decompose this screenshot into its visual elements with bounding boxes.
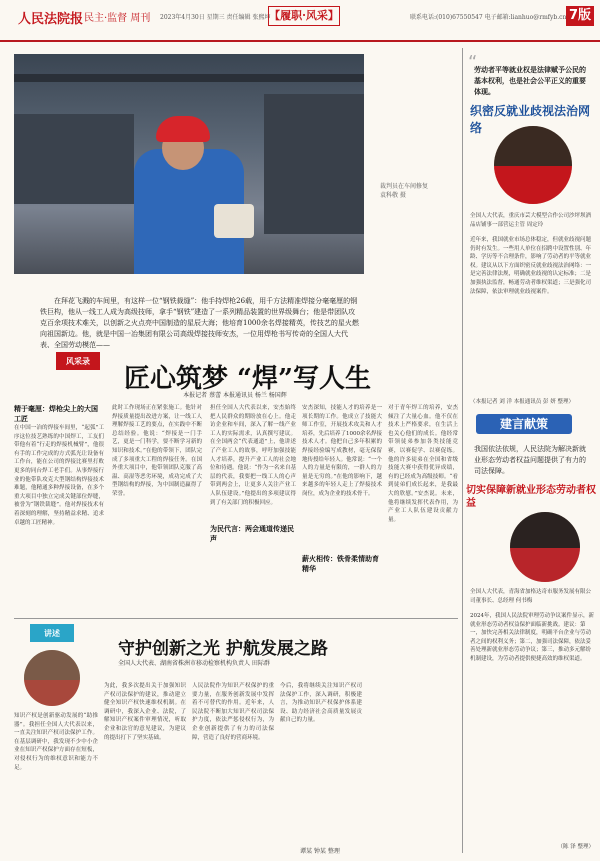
quote-mark-icon: “ [468,52,478,73]
divider [14,618,458,619]
article2-byline: 全国人大代表、湖南省株洲市移动检察机构负责人 田际群 [118,660,270,667]
article1-col4 [302,404,382,614]
section-tag-fengcailu: 风采录 [56,352,100,370]
sidebar1-person: 全国人大代表，重庆市芸大模型合作公司沙坪坝酒品店铺事一部营运主管 周定玲 [470,213,592,228]
subhead-1: 精于毫厘：焊枪尖上的大国工匠 [14,404,98,423]
banner-jianyanxiance: 建言献策 [476,414,572,434]
article2-col2: 为此，我多次提出关于加强知识产权司法保护的建议，推动建立健全知识产权快速维权机制。在调研中，我深入企业、法院，了解知识产权案件审理情况，听取企业和法官的意见建议，为建议的提出打下了坚实基础。 [104,683,186,741]
newspaper-title: 人民法院报 [18,12,84,27]
welder-photo [14,54,364,274]
page-number: 7版 [566,6,594,26]
article1-text-4: 安杰深知，技能人才的培养是一项长期的工作。他成立了技能大师工作室，开展技术攻关和人才培养，先后培养了1000余名焊接技术人才。他把自己多年积累的焊接经验编写成教材，毫无保留地传授给年轻人。他常说：“一个人的力量是有限的，一群人的力量是无穷的。”在他的影响下，越来越多的年轻人走上了焊接技术岗位，成为企业的技术骨干。 [302,405,382,497]
article2-col3: 人民法院作为知识产权保护的重要力量，在服务创新发展中发挥着不可替代的作用。近年来，人民法院不断加大知识产权司法保护力度，依法严惩侵权行为，为企业创新提供了有力的司法保障，营造了良好的营商环境。 [192,683,274,741]
weekly-subtitle: 民主·监督 周刊 [84,13,151,24]
lead-paragraph: 在拜花飞溅的车间里，有这样一位“钢铁裁缝”：他手持焊枪26载，用千方法精准焊接分毫毫厘的钢铁巨构，他从一线工人成为高级技师，拿手“钢铁”建造了一系列精品装置的世界级舞台；他是带团队攻克百余项技术难关，以创新之火点亮中国制造的星辰大海；他培育1000余名焊接精英，传技艺的星火燃向祖国新边。他，就是中国一冶集团有限公司高级焊接技师安杰，一位用焊枪书写传奇的全国人大代表、全国劳动模范—— [40,297,359,349]
sidebar2-quote: 我国依法依规，人民法院为解决新就业形态劳动者权益问题提供了有力的司法保障。 [474,445,586,475]
sidebar1-author: （本报记者 刘 洋 本报通讯员 彭 妍 整理） [470,399,574,405]
article1-byline: 本报记者 蔡蕾 本报通讯员 杨兰 杨国辉 [183,392,287,399]
speaker-portrait [24,650,80,706]
sidebar1-portrait [494,126,572,204]
sidebar1-body: 近年来，我国就业市场总体稳定，但就业歧视问题仍时有发生。一些用人单位在招聘中设置性别、年龄、学历等不合理条件，影响了劳动者的平等就业权。建议从以下方面织密反就业歧视法治网络：一是完善法律法规，明确就业歧视的认定标准；二是加强执法监督，畅通劳动者维权渠道；三是强化司法保障，依法审理就业歧视案件。 [470,237,592,295]
article2-headline: 守护创新之光 护航发展之路 [118,639,328,659]
article1-headline: 匠心筑梦 “焊”写人生 [124,364,371,394]
sidebar2-title: 切实保障新就业形态劳动者权益 [466,485,596,509]
article2-author: 谭某 钟某 整理 [300,848,340,855]
article1-col3 [210,404,296,614]
article1-text-3: 担任全国人大代表以来，安杰始终把人民群众的期盼放在心上。他走访企业和车间，深入了解一线产业工人的实际需求，认真撰写建议。在全国两会“代表通道”上，他讲述了产业工人的故事，呼吁加强技能人才培养，提升产业工人的社会地位和待遇。他说：“作为一名来自基层的代表，我要把一线工人的心声带到两会上，让更多人关注产业工人队伍建设。”他提出的多项建议得到了有关部门的积极回应。 [210,405,296,506]
contact-info: 联系电话:(010)67550547 电子邮箱:lianhuo@rmfyb.cn [410,14,567,21]
sidebar2-portrait [510,512,580,582]
article1-col5: 对于青年焊工的培养，安杰倾注了大量心血。他不仅在技术上严格要求，在生活上也关心他们的成长。他经常带领徒弟参加各类技能竞赛，以赛促学、以赛促练。他的许多徒弟在全国和省级技能大赛中获得优异成绩，有的已经成为高级技师。“看到徒弟们成长起来，是我最大的欣慰。”安杰说。未来，他将继续发挥代表作用，为产业工人队伍建设贡献力量。 [388,405,458,523]
article2-col4: 今后，我将继续关注知识产权司法保护工作，深入调研，积极建言，为推动知识产权保护体系建设、助力经济社会高质量发展贡献自己的力量。 [280,683,362,724]
section-label: 【履职·风采】 [268,6,340,26]
subhead-3: 薪火相传：铁骨柔情助育精华 [302,554,379,573]
article1-col1 [14,404,104,614]
subhead-2: 为民代言：两会通道传递民声 [210,524,294,543]
sidebar2-author: （陈 泽 整理） [557,844,594,850]
issue-meta: 2023年4月30日 星期三 责任编辑 张熙坤 [160,14,271,21]
sidebar1-quote: 劳动者平等就业权是法律赋予公民的基本权利，也是社会公平正义的重要体现。 [474,65,586,96]
column-divider [462,48,463,853]
article1-text-1: 在中国一冶的焊接车间里，“起弧”工序这位技艺熟练的中国焊工，工友们带他有着“行走的焊接机械臂”，他很有手的工作完成的方式弧光让设备有工作台，能在公司的焊接比赛里打败更多的同台焊工老手们。从事焊接行业的他带队攻克大型钢结构焊接技术难题，他精通多种焊接设备，在多个重大项目中独立完成关键部位焊缝，被誉为“钢铁裁缝”。他对焊接技术有着深刻的理解，坚持精益求精、追求卓越的工匠精神。 [14,425,104,526]
sidebar2-body: 2024年，我国人民法院审理劳动争议案件显示，新就业形态劳动者权益保护面临新挑战。建议：第一，加快完善相关法律制度，明确平台企业与劳动者之间的权利义务；第二，加强司法保障，依法妥善处理新就业形态劳动争议；第三，推动多元解纷机制建设，为劳动者提供便捷高效的维权渠道。 [470,613,594,662]
article1-col2: 此时工作现场正在紧张施工。他针对焊接质量提出改进方案，让一线工人理解焊接工艺的要点，在实践中不断总结经验。他说：“焊接是一门手艺，更是一门科学，要不断学习新的知识和技术。”在他的带领下，团队完成了多项重大工程的焊接任务。在国外重大项目中，他带领团队克服了高温、高湿等恶劣环境，成功完成了大型钢结构的焊接，为中国制造赢得了荣誉。 [112,405,202,497]
article2-col1: 知识产权是创新驱动发展的“助推器”。我担任全国人大代表以来，一直关注知识产权司法保护工作。在基层调研中，我发现不少中小企业在知识产权保护方面存在短板，对侵权行为的维权意识和能力不足。 [14,713,98,771]
sidebar1-title: 织密反就业歧视法治网络 [470,104,591,135]
photo-caption: 裁判员在车间修复 袁科敬 摄 [380,183,429,199]
sidebar2-person: 全国人大代表，青海省加格达奇市服务发展有限公司董事长、总经理 何书梅 [470,589,592,604]
section-tag-jiangshu: 讲述 [30,624,74,642]
